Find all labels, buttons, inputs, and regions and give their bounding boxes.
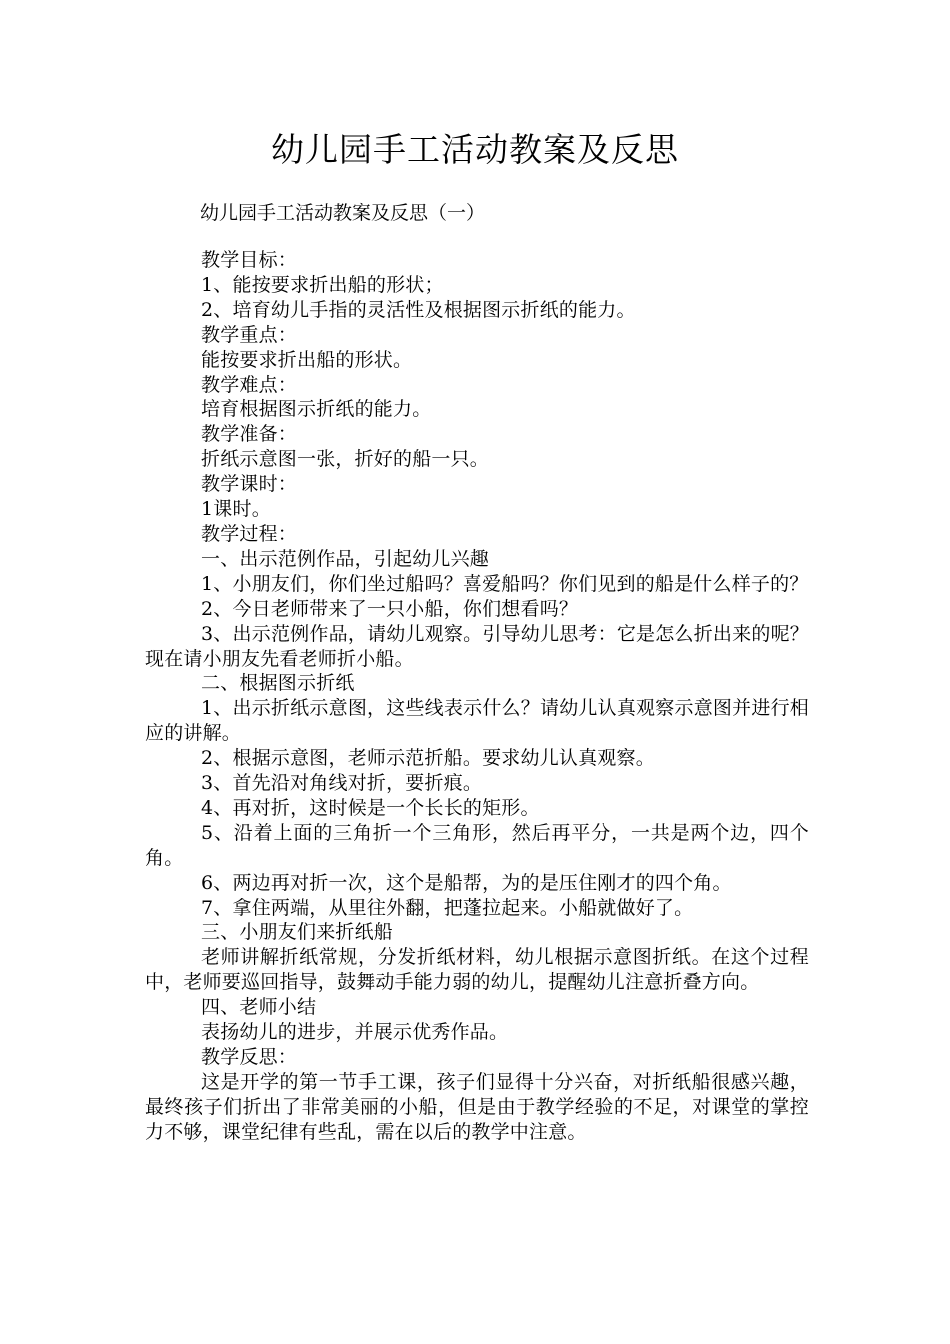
- body-line: 表扬幼儿的进步，并展示优秀作品。: [201, 1021, 509, 1044]
- page-title: 幼儿园手工活动教案及反思: [271, 130, 679, 169]
- body-line: 教学难点：: [201, 373, 298, 396]
- body-line: 3、首先沿对角线对折，要折痕。: [201, 772, 483, 795]
- document-body: [145, 248, 809, 1145]
- body-paragraph: 3、出示范例作品，请幼儿观察。引导幼儿思考：它是怎么折出来的呢？现在请小朋友先看老师折小船。: [145, 622, 809, 670]
- body-line: 培育根据图示折纸的能力。: [201, 398, 432, 421]
- body-line: 折纸示意图一张，折好的船一只。: [201, 448, 490, 471]
- body-paragraph: 1、出示折纸示意图，这些线表示什么？请幼儿认真观察示意图并进行相应的讲解。: [145, 697, 809, 745]
- body-paragraph: 5、沿着上面的三角折一个三角形，然后再平分，一共是两个边，四个角。: [145, 821, 809, 869]
- body-paragraph: 老师讲解折纸常规，分发折纸材料，幼儿根据示意图折纸。在这个过程中，老师要巡回指导，鼓舞动手能力弱的幼儿，提醒幼儿注意折叠方向。: [145, 946, 809, 994]
- body-line: 三、小朋友们来折纸船: [201, 921, 394, 944]
- body-line: 1、能按要求折出船的形状；: [201, 273, 444, 296]
- body-line: 4、再对折，这时候是一个长长的矩形。: [201, 796, 540, 819]
- body-line: 教学反思：: [201, 1046, 298, 1068]
- body-line: 6、两边再对折一次，这个是船帮，为的是压住刚才的四个角。: [201, 871, 732, 894]
- body-line: 2、根据示意图，老师示范折船。要求幼儿认真观察。: [201, 747, 655, 770]
- section-subtitle: 幼儿园手工活动教案及反思（一）: [200, 202, 486, 224]
- body-line: 教学过程：: [201, 522, 298, 545]
- body-paragraph: 1、小朋友们，你们坐过船吗？喜爱船吗？你们见到的船是什么样子的？: [201, 572, 809, 595]
- body-line: 1课时。: [201, 498, 271, 521]
- body-paragraph: 这是开学的第一节手工课，孩子们显得十分兴奋，对折纸船很感兴趣，最终孩子们折出了非常美丽的小船，但是由于教学经验的不足，对课堂的掌控力不够，课堂纪律有些乱，需在以后的教学中注意。: [145, 1070, 809, 1143]
- body-line: 7、拿住两端，从里往外翻，把蓬拉起来。小船就做好了。: [201, 896, 694, 919]
- body-line: 一、出示范例作品，引起幼儿兴趣: [201, 547, 490, 570]
- body-line: 教学准备：: [201, 423, 298, 446]
- body-line: 二、根据图示折纸: [201, 672, 355, 695]
- body-line: 四、老师小结: [201, 996, 317, 1019]
- body-line: 教学重点：: [201, 323, 298, 346]
- body-line: 教学课时：: [201, 473, 298, 496]
- body-line: 2、今日老师带来了一只小船，你们想看吗？: [201, 597, 579, 620]
- body-line: 能按要求折出船的形状。: [201, 348, 413, 371]
- body-line: 教学目标：: [201, 249, 298, 271]
- body-line: 2、培育幼儿手指的灵活性及根据图示折纸的能力。: [201, 298, 636, 321]
